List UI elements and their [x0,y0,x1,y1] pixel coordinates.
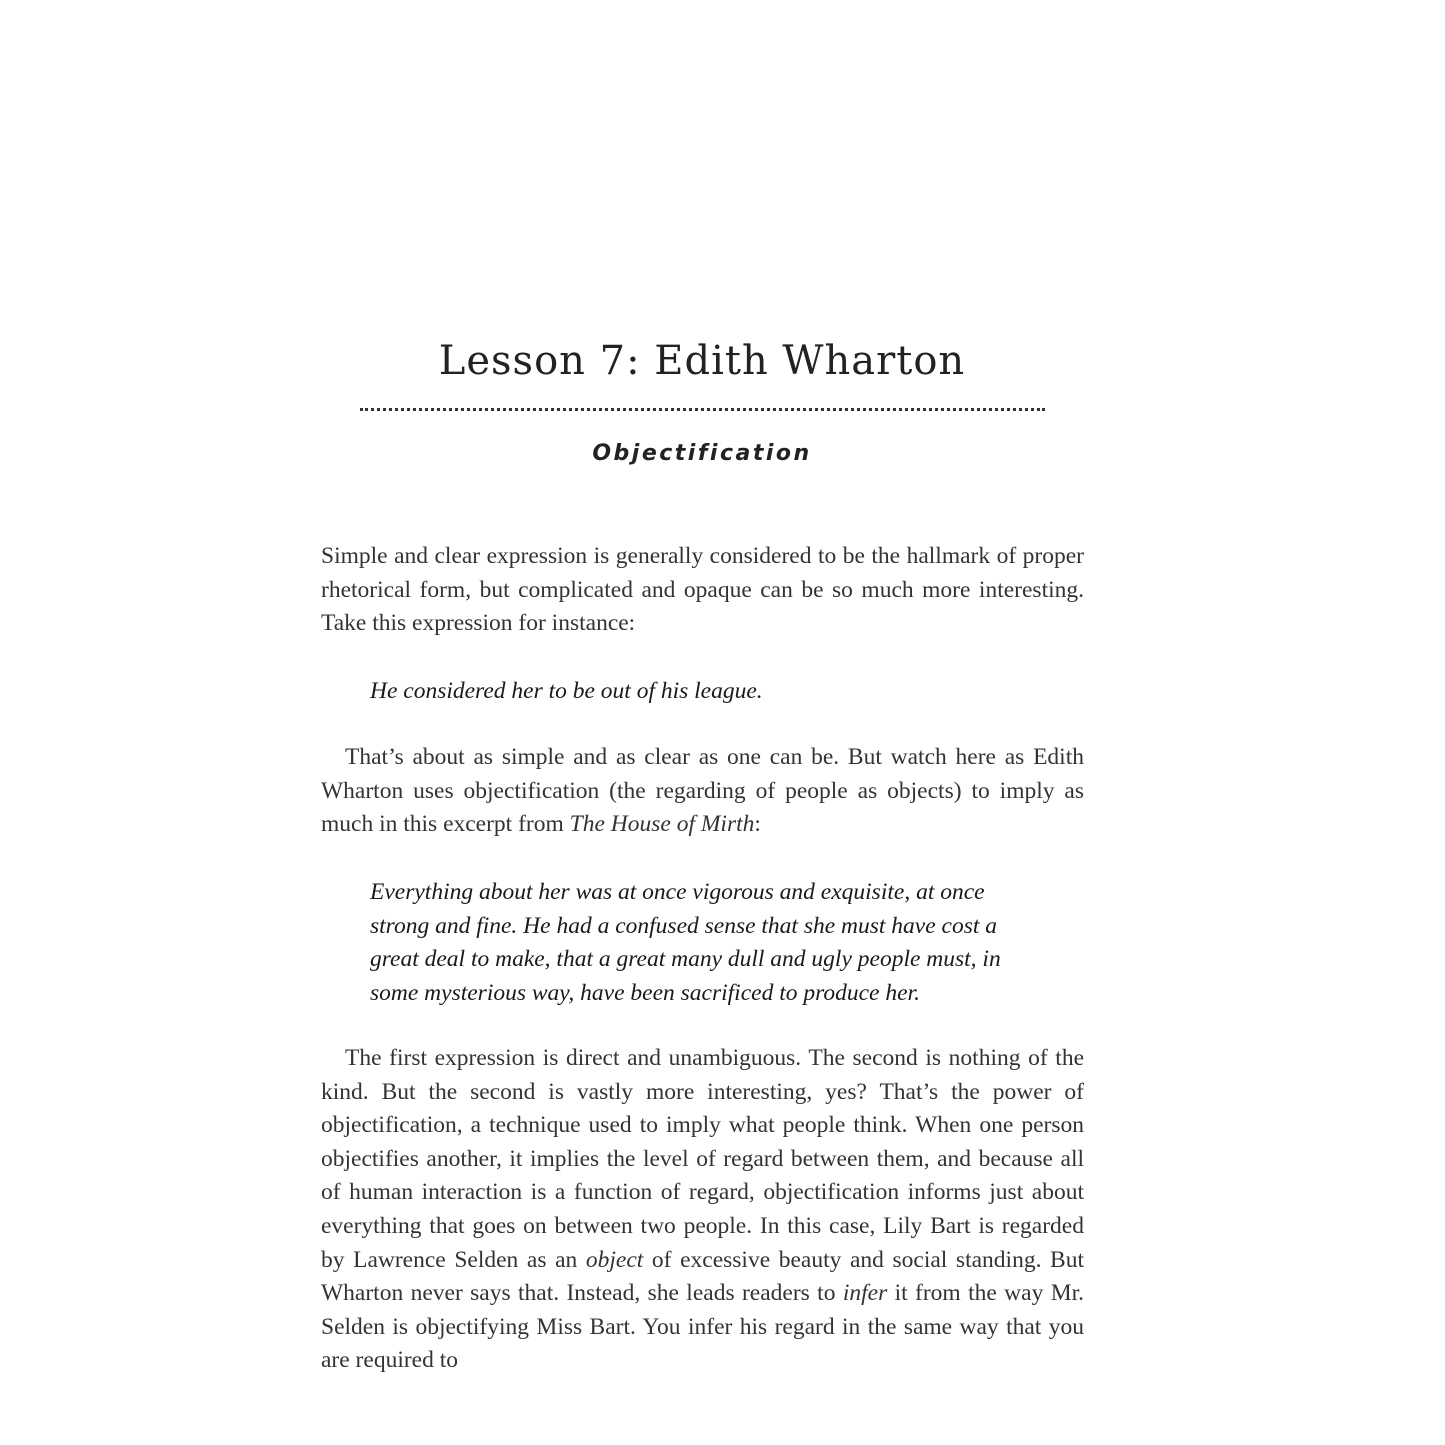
excerpt-line: strong and fine. He had a confused sense that she must have cost a [370,912,998,939]
emphasis-object: object [585,1246,644,1273]
simple-quote: He considered her to be out of his league. [370,678,763,704]
intro-paragraph: Simple and clear expression is generally considered to be the hallmark of proper rhetorical form, but complicated and opaque can be so much more interesting. Take this expression for instance: [321,543,1084,637]
book-title: The House of Mirth [569,811,755,838]
analysis-text-2: of excessive beauty and social standing. But Wharton never says that. Instead, she leads readers to [321,1246,1084,1307]
analysis-text-3: it from the way Mr. Selden is objectifying Miss Bart. You infer his regard in the same way that you are required to [321,1280,1084,1374]
excerpt-line: Everything about her was at once vigorous and exquisite, at once [370,879,985,905]
analysis-paragraph [321,1042,1084,1378]
lesson-title: Lesson 7: Edith Wharton [438,338,966,384]
excerpt-line: great deal to make, that a great many dull and ugly people must, in [370,946,1001,973]
second-paragraph [321,741,1084,842]
dotted-divider [360,408,1045,411]
second-paragraph-text: That’s about as simple and as clear as one can be. But watch here as Edith Wharton uses objectification (the regarding of people as objects) to imply as much in this excerpt from [321,744,1084,838]
lesson-subtitle: Objectification [592,441,812,466]
emphasis-infer: infer [842,1280,888,1307]
wharton-excerpt [370,876,1050,1010]
excerpt-line: some mysterious way, have been sacrificed to produce her. [370,979,920,1006]
analysis-text-1: The first expression is direct and unambiguous. The second is nothing of the kind. But the second is vastly more interesting, yes? That’s the power of objectification, a technique used to imply what people think. When one person objectifies another, it implies the level of regard between them, and because all of human interaction is a function of regard, objectification informs just about everything that goes on between two people. In this case, Lily Bart is regarded by Lawrence Selden as an [321,1045,1084,1273]
second-paragraph-end: : [754,811,761,838]
